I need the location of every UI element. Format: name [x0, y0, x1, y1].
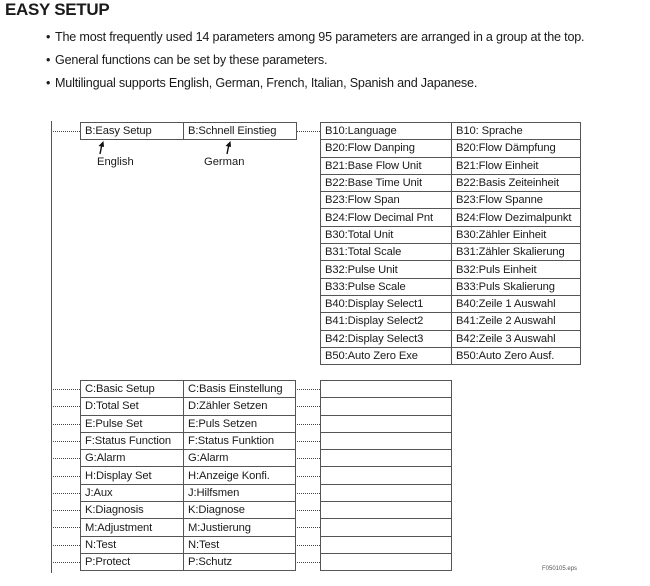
connector-line: [53, 131, 80, 132]
menu-group-row: [81, 502, 296, 519]
placeholder-cell: [321, 415, 452, 432]
parameter-english: B31:Total Scale: [321, 244, 452, 261]
parameter-row: [321, 244, 581, 261]
placeholder-row: [321, 519, 452, 536]
menu-group-row: [81, 381, 296, 398]
bullet-icon: •: [46, 30, 51, 44]
parameter-german: B24:Flow Dezimalpunkt: [452, 209, 581, 226]
placeholder-cell: [321, 450, 452, 467]
parameter-english: B30:Total Unit: [321, 226, 452, 243]
menu-group-row: [81, 536, 296, 553]
connector-line: [297, 493, 320, 494]
arrow-up-icon: [223, 141, 233, 155]
parameter-german: B23:Flow Spanne: [452, 192, 581, 209]
parameter-row: [321, 313, 581, 330]
menu-tree-trunk: [51, 121, 52, 573]
placeholder-cell: [321, 432, 452, 449]
parameter-german: B10: Sprache: [452, 123, 581, 140]
placeholder-row: [321, 415, 452, 432]
group-english: F:Status Function: [81, 432, 184, 449]
connector-line: [53, 476, 80, 477]
connector-line: [53, 458, 80, 459]
menu-group-row: [81, 450, 296, 467]
connector-line: [297, 527, 320, 528]
parameter-row: [321, 347, 581, 364]
bullet-text: General functions can be set by these parameters.: [55, 53, 328, 67]
placeholder-row: [321, 398, 452, 415]
parameter-english: B20:Flow Danping: [321, 140, 452, 157]
placeholder-cell: [321, 519, 452, 536]
group-english: D:Total Set: [81, 398, 184, 415]
parameter-row: [321, 209, 581, 226]
parameter-english: B50:Auto Zero Exe: [321, 347, 452, 364]
placeholder-row: [321, 450, 452, 467]
group-english: P:Protect: [81, 553, 184, 570]
connector-line: [53, 389, 80, 390]
menu-group-row: [81, 398, 296, 415]
parameter-english: B22:Base Time Unit: [321, 174, 452, 191]
parameter-german: B33:Puls Skalierung: [452, 278, 581, 295]
parameter-english: B23:Flow Span: [321, 192, 452, 209]
connector-line: [297, 131, 320, 132]
parameter-english: B33:Pulse Scale: [321, 278, 452, 295]
arrow-up-icon: [96, 141, 106, 155]
group-english: K:Diagnosis: [81, 502, 184, 519]
parameter-german: B42:Zeile 3 Auswahl: [452, 330, 581, 347]
group-german: E:Puls Setzen: [184, 415, 296, 432]
english-label: English: [97, 156, 134, 168]
page-title: EASY SETUP: [5, 0, 110, 19]
parameter-english: B40:Display Select1: [321, 295, 452, 312]
bullet-list: [46, 30, 626, 99]
placeholder-row: [321, 484, 452, 501]
connector-line: [53, 424, 80, 425]
group-english: M:Adjustment: [81, 519, 184, 536]
b-parameter-table: [320, 122, 581, 365]
parameter-german: B30:Zähler Einheit: [452, 226, 581, 243]
connector-line: [297, 389, 320, 390]
group-german: M:Justierung: [184, 519, 296, 536]
parameter-row: [321, 192, 581, 209]
menu-group-row: [81, 519, 296, 536]
connector-line: [53, 527, 80, 528]
parameter-row: [321, 330, 581, 347]
connector-line: [53, 493, 80, 494]
parameter-german: B20:Flow Dämpfung: [452, 140, 581, 157]
easy-setup-english: B:Easy Setup: [81, 123, 184, 140]
parameter-row: [321, 226, 581, 243]
placeholder-cell: [321, 502, 452, 519]
group-german: J:Hilfsmen: [184, 484, 296, 501]
parameter-row: [321, 174, 581, 191]
connector-line: [297, 441, 320, 442]
bullet-item: [46, 76, 626, 91]
figure-id: F050105.eps: [542, 566, 578, 572]
group-german: K:Diagnose: [184, 502, 296, 519]
bullet-item: [46, 53, 626, 68]
menu-group-row: [81, 415, 296, 432]
group-english: J:Aux: [81, 484, 184, 501]
connector-line: [297, 458, 320, 459]
connector-line: [53, 562, 80, 563]
menu-group-row: [81, 484, 296, 501]
parameter-german: B32:Puls Einheit: [452, 261, 581, 278]
placeholder-cell: [321, 536, 452, 553]
bullet-text: The most frequently used 14 parameters among 95 parameters are arranged in a group at the top.: [55, 30, 585, 44]
placeholder-cell: [321, 398, 452, 415]
placeholder-row: [321, 432, 452, 449]
menu-group-row: [81, 467, 296, 484]
connector-line: [53, 510, 80, 511]
group-german: F:Status Funktion: [184, 432, 296, 449]
menu-group-row: [81, 553, 296, 570]
submenu-placeholder-table: [320, 380, 452, 571]
group-english: C:Basic Setup: [81, 381, 184, 398]
parameter-english: B21:Base Flow Unit: [321, 157, 452, 174]
placeholder-row: [321, 502, 452, 519]
group-german: N:Test: [184, 536, 296, 553]
parameter-german: B21:Flow Einheit: [452, 157, 581, 174]
placeholder-row: [321, 467, 452, 484]
connector-line: [297, 406, 320, 407]
placeholder-cell: [321, 381, 452, 398]
connector-line: [53, 406, 80, 407]
group-german: H:Anzeige Konfi.: [184, 467, 296, 484]
connector-line: [297, 476, 320, 477]
group-german: P:Schutz: [184, 553, 296, 570]
parameter-english: B24:Flow Decimal Pnt: [321, 209, 452, 226]
group-german: G:Alarm: [184, 450, 296, 467]
placeholder-row: [321, 381, 452, 398]
placeholder-cell: [321, 467, 452, 484]
bullet-text: Multilingual supports English, German, French, Italian, Spanish and Japanese.: [55, 76, 478, 90]
group-german: D:Zähler Setzen: [184, 398, 296, 415]
connector-line: [297, 562, 320, 563]
parameter-row: [321, 123, 581, 140]
bullet-icon: •: [46, 53, 51, 67]
connector-line: [297, 510, 320, 511]
parameter-english: B42:Display Select3: [321, 330, 452, 347]
parameter-german: B22:Basis Zeiteinheit: [452, 174, 581, 191]
parameter-german: B40:Zeile 1 Auswahl: [452, 295, 581, 312]
parameter-english: B32:Pulse Unit: [321, 261, 452, 278]
parameter-german: B41:Zeile 2 Auswahl: [452, 313, 581, 330]
group-german: C:Basis Einstellung: [184, 381, 296, 398]
bullet-icon: •: [46, 76, 51, 90]
parameter-row: [321, 295, 581, 312]
group-english: H:Display Set: [81, 467, 184, 484]
menu-group-table: [80, 380, 296, 571]
easy-setup-box: [80, 122, 297, 140]
parameter-row: [321, 261, 581, 278]
group-english: N:Test: [81, 536, 184, 553]
menu-group-row: [81, 432, 296, 449]
connector-line: [297, 545, 320, 546]
connector-line: [53, 441, 80, 442]
connector-line: [297, 424, 320, 425]
parameter-german: B31:Zähler Skalierung: [452, 244, 581, 261]
parameter-row: [321, 157, 581, 174]
placeholder-row: [321, 553, 452, 570]
connector-line: [53, 545, 80, 546]
german-label: German: [204, 156, 245, 168]
parameter-german: B50:Auto Zero Ausf.: [452, 347, 581, 364]
parameter-row: [321, 278, 581, 295]
placeholder-row: [321, 536, 452, 553]
group-english: G:Alarm: [81, 450, 184, 467]
group-english: E:Pulse Set: [81, 415, 184, 432]
parameter-row: [321, 140, 581, 157]
placeholder-cell: [321, 553, 452, 570]
bullet-item: [46, 30, 626, 45]
placeholder-cell: [321, 484, 452, 501]
parameter-english: B41:Display Select2: [321, 313, 452, 330]
easy-setup-german: B:Schnell Einstieg: [184, 123, 297, 140]
parameter-english: B10:Language: [321, 123, 452, 140]
